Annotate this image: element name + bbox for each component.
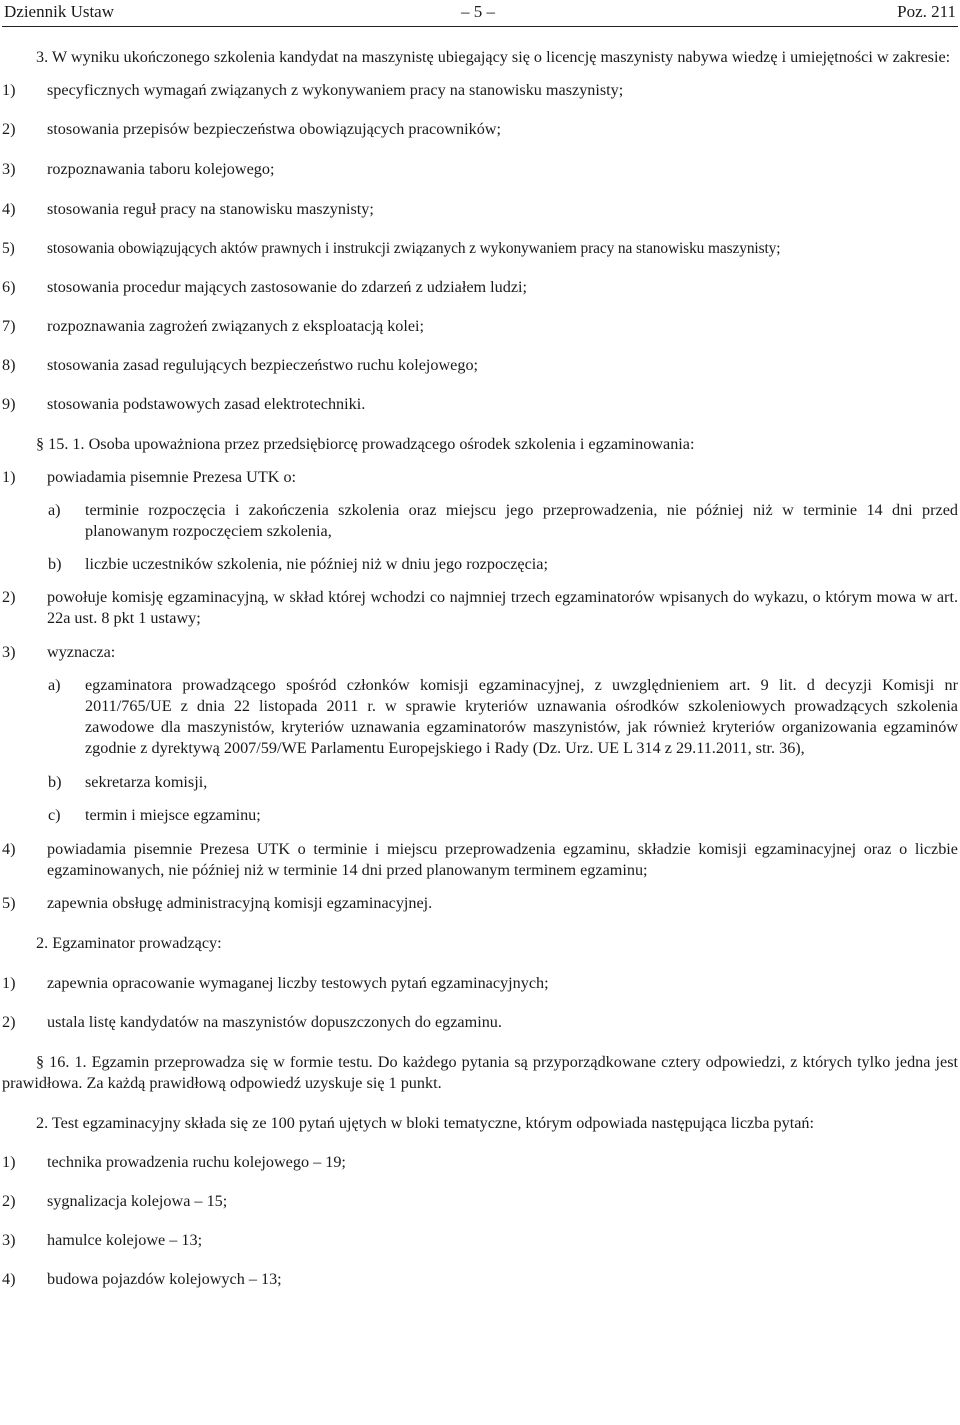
list-item [2, 839, 958, 881]
item-text: wyznacza: [47, 643, 116, 661]
position-number: Poz. 211 [897, 2, 956, 21]
item-number: 1) [2, 1153, 16, 1171]
item-text: powiadamia pisemnie Prezesa UTK o terminie i miejscu przeprowadzenia egzaminu, składzie komisji egzaminacyjnej oraz o liczbie egzaminowanych, nie później niż w terminie 14 dni przed planowanym terminem egzaminu; [47, 840, 958, 879]
list-item [2, 467, 958, 488]
page-header [0, 0, 960, 24]
list-item [2, 1152, 958, 1173]
sub-item-letter: b) [48, 773, 62, 791]
item-number: 2) [2, 588, 16, 606]
item-number: 2) [2, 120, 16, 138]
sub-item-letter: a) [48, 676, 61, 694]
header-rule [2, 26, 958, 27]
sub-item [2, 772, 958, 793]
item-text: stosowania przepisów bezpieczeństwa obowiązujących pracowników; [47, 120, 501, 138]
item-number: 4) [2, 1270, 16, 1288]
par16-intro: § 16. 1. Egzamin przeprowadza się w formie testu. Do każdego pytania są przyporządkowane cztery odpowiedzi, z których tylko jedna jest prawidłowa. Za każdą prawidłową odpowiedź uzyskuje się 1 punkt. [2, 1053, 958, 1092]
sub-item [2, 805, 958, 826]
list-item [2, 277, 958, 298]
sub-item-letter: a) [48, 501, 61, 519]
item-text: rozpoznawania taboru kolejowego; [47, 160, 275, 178]
item-number: 7) [2, 317, 16, 335]
item-text: stosowania podstawowych zasad elektrotechniki. [47, 395, 366, 413]
item-text: technika prowadzenia ruchu kolejowego – 19; [47, 1153, 346, 1171]
sub-item-text: liczbie uczestników szkolenia, nie później niż w dniu jego rozpoczęcia; [85, 555, 548, 573]
list-item [2, 238, 958, 259]
item-text: zapewnia opracowanie wymaganej liczby testowych pytań egzaminacyjnych; [47, 974, 549, 992]
item-text: stosowania procedur mających zastosowanie do zdarzeń z udziałem ludzi; [47, 278, 528, 296]
item-number: 9) [2, 395, 16, 413]
list-item [2, 642, 958, 663]
item-number: 8) [2, 356, 16, 374]
item-number: 4) [2, 200, 16, 218]
document-body [2, 47, 958, 1290]
sub-item-text: egzaminatora prowadzącego spośród członków komisji egzaminacyjnej, z uwzględnieniem art. 9 lit. d decyzji Komisji nr 2011/765/UE z dnia 22 listopada 2011 r. w sprawie kryteriów uznawania ośrodków szkoleniowych prowadzących szkolenia zawodowe dla maszynistów, kryteriów uznawania egzaminatorów maszynistów, jak również kryteriów organizowania egzaminów zgodnie z dyrektywą 2007/59/WE Parlamentu Europejskiego i Rady (Dz. Urz. UE L 314 z 29.11.2011, str. 36), [85, 676, 958, 757]
item-text: stosowania reguł pracy na stanowisku maszynisty; [47, 200, 374, 218]
item-number: 5) [2, 240, 15, 257]
item-number: 1) [2, 81, 16, 99]
sub-item-text: sekretarza komisji, [85, 773, 208, 791]
item-text: zapewnia obsługę administracyjną komisji egzaminacyjnej. [47, 894, 433, 912]
list-item [2, 587, 958, 629]
list-item [2, 893, 958, 914]
sub-item [2, 500, 958, 542]
sub-item-text: termin i miejsce egzaminu; [85, 806, 261, 824]
list-item [2, 394, 958, 415]
item-number: 4) [2, 840, 16, 858]
item-number: 2) [2, 1192, 16, 1210]
item-number: 2) [2, 1013, 16, 1031]
item-text: specyficznych wymagań związanych z wykonywaniem pracy na stanowisku maszynisty; [47, 81, 624, 99]
sub-item-letter: b) [48, 555, 62, 573]
item-number: 6) [2, 278, 16, 296]
item-text: hamulce kolejowe – 13; [47, 1231, 203, 1249]
list-item [2, 1230, 958, 1251]
list-item [2, 355, 958, 376]
item-text: stosowania obowiązujących aktów prawnych i instrukcji związanych z wykonywaniem pracy na stanowisku maszynisty; [47, 240, 781, 257]
sub-item [2, 675, 958, 759]
item-text: rozpoznawania zagrożeń związanych z eksploatacją kolei; [47, 317, 425, 335]
item-text: stosowania zasad regulujących bezpieczeństwo ruchu kolejowego; [47, 356, 479, 374]
list-item [2, 119, 958, 140]
list-item [2, 1269, 958, 1290]
list-item [2, 159, 958, 180]
item-text: budowa pojazdów kolejowych – 13; [47, 1270, 282, 1288]
list-item [2, 80, 958, 101]
item-number: 1) [2, 974, 16, 992]
item-number: 1) [2, 468, 16, 486]
par16-sec2-intro: 2. Test egzaminacyjny składa się ze 100 pytań ujętych w bloki tematyczne, którym odpowiada następująca liczba pytań: [36, 1114, 815, 1132]
list-item [2, 316, 958, 337]
sub-item-letter: c) [48, 806, 61, 824]
list-item [2, 199, 958, 220]
item-text: ustala listę kandydatów na maszynistów dopuszczonych do egzaminu. [47, 1013, 502, 1031]
par15-intro: § 15. 1. Osoba upoważniona przez przedsiębiorcę prowadzącego ośrodek szkolenia i egzaminowania: [36, 435, 695, 453]
item-text: powiadamia pisemnie Prezesa UTK o: [47, 468, 297, 486]
item-text: powołuje komisję egzaminacyjną, w skład której wchodzi co najmniej trzech egzaminatorów wpisanych do wykazu, o którym mowa w art. 22a ust. 8 pkt 1 ustawy; [47, 588, 958, 627]
list-item [2, 973, 958, 994]
item-number: 5) [2, 894, 16, 912]
item-number: 3) [2, 643, 16, 661]
item-number: 3) [2, 1231, 16, 1249]
par15-sec2-intro: 2. Egzaminator prowadzący: [36, 934, 222, 952]
item-text: sygnalizacja kolejowa – 15; [47, 1192, 228, 1210]
page-number: – 5 – [461, 2, 495, 21]
journal-title: Dziennik Ustaw [4, 2, 115, 21]
sub-item-text: terminie rozpoczęcia i zakończenia szkolenia oraz miejscu jego przeprowadzenia, nie później niż w terminie 14 dni przed planowanym rozpoczęciem szkolenia, [85, 501, 958, 540]
list-item [2, 1191, 958, 1212]
section3-intro: 3. W wyniku ukończonego szkolenia kandydat na maszynistę ubiegający się o licencję maszynisty nabywa wiedzę i umiejętności w zakresie: [36, 48, 951, 66]
list-item [2, 1012, 958, 1033]
sub-item [2, 554, 958, 575]
item-number: 3) [2, 160, 16, 178]
